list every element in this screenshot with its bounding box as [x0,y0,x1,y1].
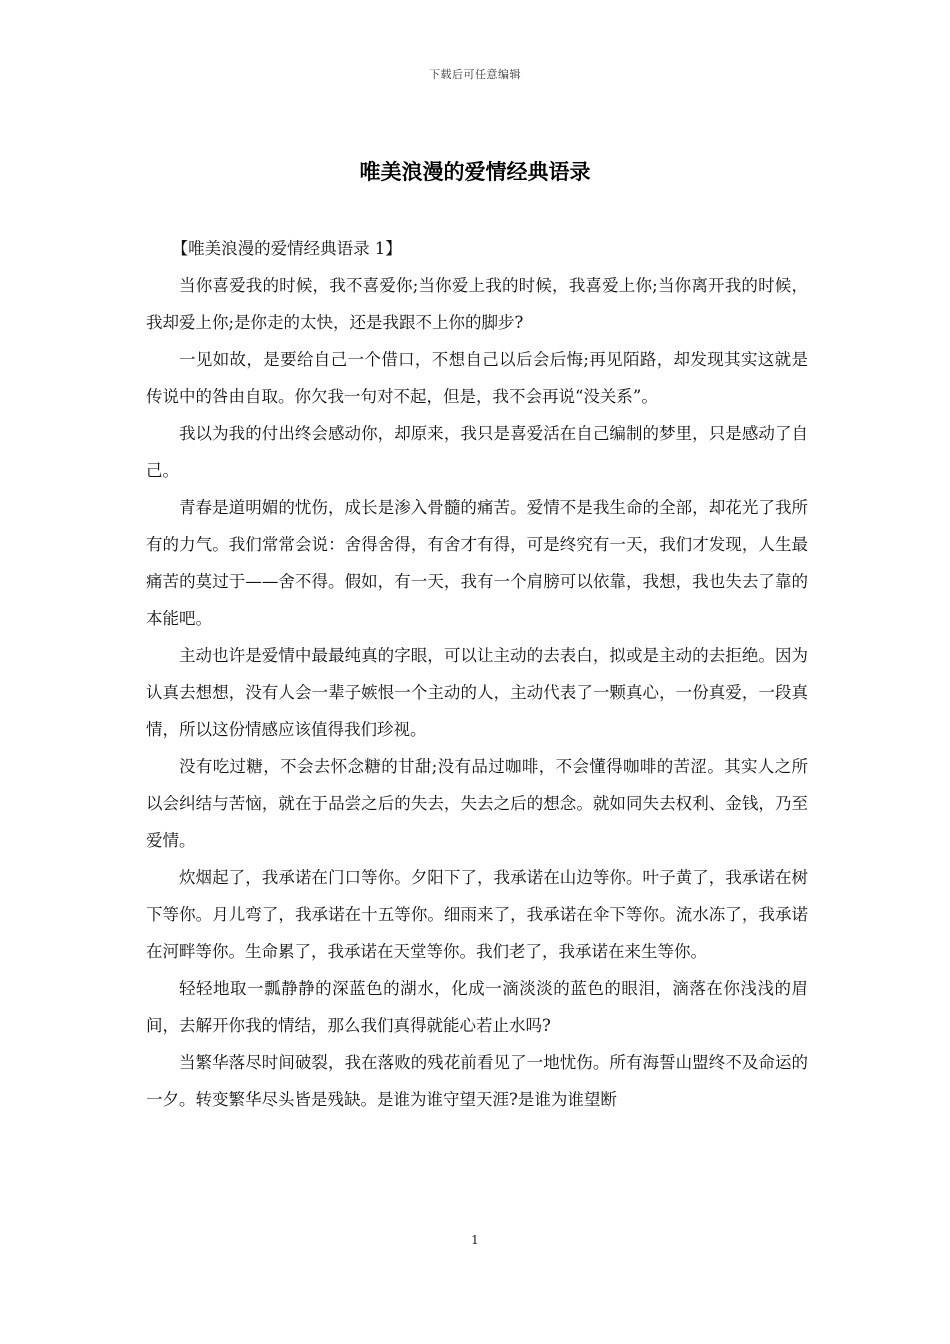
paragraph: 当繁华落尽时间破裂，我在落败的残花前看见了一地忧伤。所有海誓山盟终不及命运的一夕。转变繁华尽头皆是残缺。是谁为谁守望天涯?是谁为谁望断 [146,1053,808,1109]
paragraph: 青春是道明媚的忧伤，成长是渗入骨髓的痛苦。爱情不是我生命的全部，却花光了我所有的力气。我们常常会说：舍得舍得，有舍才有得，可是终究有一天，我们才发现，人生最痛苦的莫过于——舍不得。假如，有一天，我有一个肩膀可以依靠，我想，我也失去了靠的本能吧。 [146,498,808,628]
paragraph: 一见如故，是要给自己一个借口，不想自己以后会后悔;再见陌路，却发现其实这就是传说中的咎由自取。你欠我一句对不起，但是，我不会再说“没关系”。 [146,350,808,406]
paragraph: 轻轻地取一瓢静静的深蓝色的湖水，化成一滴淡淡的蓝色的眼泪，滴落在你浅浅的眉间，去解开你我的情结，那么我们真得就能心若止水吗? [146,979,808,1035]
document-title: 唯美浪漫的爱情经典语录 [359,160,591,184]
header-note: 下载后可任意编辑 [429,68,521,81]
paragraph: 主动也许是爱情中最最纯真的字眼，可以让主动的去表白，拟或是主动的去拒绝。因为认真去想想，没有人会一辈子嫉恨一个主动的人，主动代表了一颗真心，一份真爱，一段真情，所以这份情感应该值得我们珍视。 [146,646,808,739]
page-number: 1 [471,1233,479,1247]
paragraph: 没有吃过糖，不会去怀念糖的甘甜;没有品过咖啡，不会懂得咖啡的苦涩。其实人之所以会纠结与苦恼，就在于品尝之后的失去，失去之后的想念。就如同失去权利、金钱，乃至爱情。 [146,757,808,850]
paragraph: 炊烟起了，我承诺在门口等你。夕阳下了，我承诺在山边等你。叶子黄了，我承诺在树下等你。月儿弯了，我承诺在十五等你。细雨来了，我承诺在伞下等你。流水冻了，我承诺在河畔等你。生命累了，我承诺在天堂等你。我们老了，我承诺在来生等你。 [146,868,808,961]
section-heading: 【唯美浪漫的爱情经典语录 1】 [171,239,402,258]
document-body [146,230,808,1118]
paragraph: 我以为我的付出终会感动你，却原来，我只是喜爱活在自己编制的梦里，只是感动了自己。 [146,424,808,480]
paragraph: 当你喜爱我的时候，我不喜爱你;当你爱上我的时候，我喜爱上你;当你离开我的时候，我却爱上你;是你走的太快，还是我跟不上你的脚步? [146,276,808,332]
